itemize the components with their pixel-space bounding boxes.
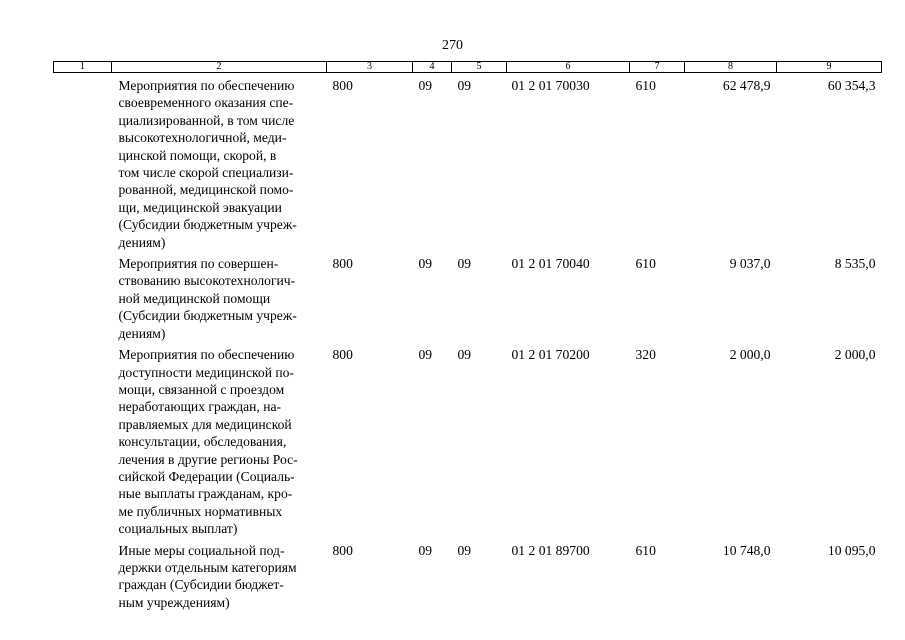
- column-header-1: 1: [54, 62, 112, 73]
- budget-table: [53, 61, 882, 611]
- row-subsection-cell: 09: [457, 78, 472, 93]
- row-sum-2-cell: 60 354,3: [827, 78, 876, 93]
- row-subsection-cell: 09: [457, 347, 472, 363]
- column-number-row: [54, 62, 882, 73]
- row-target-code-cell: 01 2 01 89700: [511, 542, 590, 558]
- table-row: [54, 342, 882, 537]
- row-sum-2-cell: 10 095,0: [827, 542, 876, 558]
- column-header-6: 6: [507, 62, 630, 73]
- row-name-cell: Мероприятия по обеспечению доступности медицинской по- мощи, связанной с проездом неработающих граждан, на- правляемых для медицинской консультации, обследования, лечения в другие регионы Рос- сийской Федерации (Социаль- ные выплаты гражданам, кро- ме публичных нормативных социальных выплат): [118, 347, 298, 537]
- row-section-cell: 09: [418, 542, 433, 558]
- row-name-cell: Мероприятия по совершен- ствованию высокотехнологич- ной медицинской помощи (Субсидии бюджетным учреж- дениям): [118, 256, 297, 341]
- column-header-2: 2: [112, 62, 327, 73]
- table-body: [54, 73, 882, 612]
- row-number-cell: [54, 342, 112, 537]
- row-section-cell: 09: [418, 256, 433, 272]
- row-sum-2-cell: 2 000,0: [834, 347, 876, 363]
- page-number: 270: [442, 38, 463, 53]
- row-number-cell: [54, 538, 112, 612]
- table-row: [54, 538, 882, 612]
- column-header-5: 5: [452, 62, 507, 73]
- row-subsection-cell: 09: [457, 542, 472, 558]
- row-org-code-cell: 800: [332, 347, 353, 363]
- column-header-3: 3: [327, 62, 413, 73]
- table-row: [54, 251, 882, 342]
- row-expense-type-cell: 610: [635, 78, 656, 93]
- row-expense-type-cell: 610: [635, 256, 656, 272]
- row-target-code-cell: 01 2 01 70200: [511, 347, 590, 363]
- column-header-4: 4: [413, 62, 452, 73]
- row-sum-2-cell: 8 535,0: [834, 256, 876, 272]
- column-header-7: 7: [630, 62, 685, 73]
- column-header-8: 8: [685, 62, 777, 73]
- row-sum-1-cell: 10 748,0: [722, 542, 771, 558]
- table-row: [54, 73, 882, 252]
- row-subsection-cell: 09: [457, 256, 472, 272]
- table-header: [54, 62, 882, 73]
- row-target-code-cell: 01 2 01 70040: [511, 256, 590, 272]
- row-name-cell: Мероприятия по обеспечению своевременного оказания спе- циализированной, в том числе высокотехнологичной, меди- цинской помощи, скорой, в том числе скорой специализи- рованной, медицинской помо- щи, медицинской эвакуации (Субсидии бюджетным учреж- дениям): [118, 78, 297, 250]
- row-sum-1-cell: 62 478,9: [722, 78, 771, 93]
- row-expense-type-cell: 610: [635, 542, 656, 558]
- row-name-cell: Иные меры социальной под- держки отдельным категориям граждан (Субсидии бюджет- ным учреждениям): [118, 542, 297, 610]
- row-org-code-cell: 800: [332, 78, 353, 93]
- row-org-code-cell: 800: [332, 542, 353, 558]
- row-org-code-cell: 800: [332, 256, 353, 272]
- row-section-cell: 09: [418, 347, 433, 363]
- row-number-cell: [54, 251, 112, 342]
- row-number-cell: [54, 73, 112, 252]
- column-header-9: 9: [777, 62, 882, 73]
- row-target-code-cell: 01 2 01 70030: [511, 78, 590, 93]
- row-section-cell: 09: [418, 78, 433, 93]
- row-expense-type-cell: 320: [635, 347, 656, 363]
- row-sum-1-cell: 2 000,0: [729, 347, 771, 363]
- row-sum-1-cell: 9 037,0: [729, 256, 771, 272]
